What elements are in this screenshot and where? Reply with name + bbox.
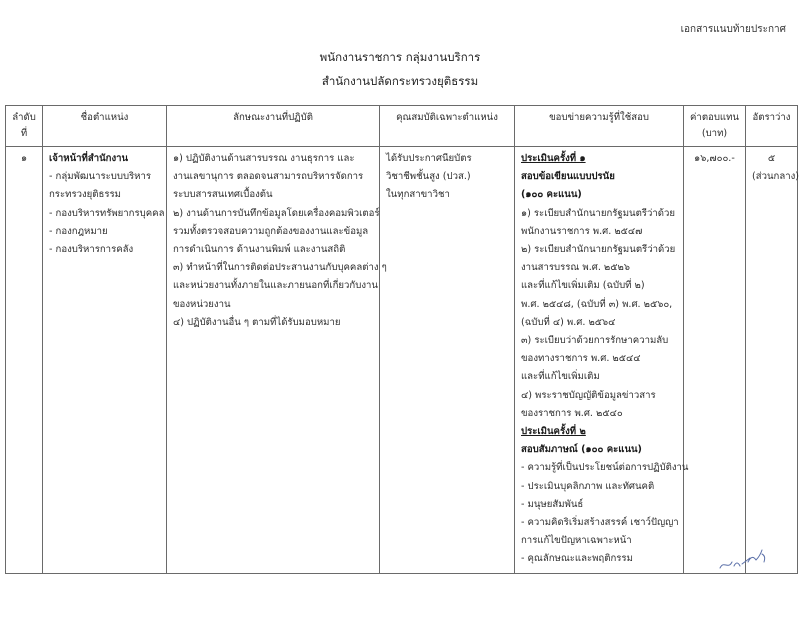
positions-table: [5, 105, 798, 574]
document-title: พนักงานราชการ กลุ่มงานบริการ: [319, 50, 481, 64]
annex-label: เอกสารแนบท้ายประกาศ: [680, 24, 786, 35]
duty-line: งานเลขานุการ ตลอดจนสามารถบริหารจัดการ: [173, 171, 364, 183]
position-unit: กระทรวงยุติธรรม: [49, 189, 121, 201]
round2-item: - ความคิดริเริ่มสร้างสรรค์ เชาว์ปัญญา: [521, 517, 679, 529]
position-unit: - กองบริหารการคลัง: [49, 244, 134, 256]
position-unit: - กองบริหารทรัพยากรบุคคล: [49, 207, 165, 219]
duty-line: ๔) ปฏิบัติงานอื่น ๆ ตามที่ได้รับมอบหมาย: [173, 316, 341, 328]
header-pay-line1: ค่าตอบแทน: [690, 112, 739, 123]
round1-item: และที่แก้ไขเพิ่มเติม (ฉบับที่ ๒): [521, 280, 645, 292]
duty-line: การดำเนินการ ด้านงานพิมพ์ และงานสถิติ: [173, 244, 346, 256]
round1-item: (ฉบับที่ ๔) พ.ศ. ๒๕๖๔: [521, 316, 616, 328]
header-duties: ลักษณะงานที่ปฏิบัติ: [167, 106, 380, 147]
header-no-line2: ที่: [20, 128, 28, 139]
header-pay: [684, 106, 746, 147]
cell-vacancies: [746, 147, 798, 574]
duty-line: ของหน่วยงาน: [173, 298, 231, 310]
round2-title: ประเมินครั้งที่ ๒: [521, 426, 586, 438]
round2-subtitle: สอบสัมภาษณ์ (๑๐๐ คะแนน): [521, 444, 642, 456]
cell-qualifications: [380, 147, 515, 574]
cell-position: [43, 147, 167, 574]
round1-item: งานสารบรรณ พ.ศ. ๒๕๒๖: [521, 262, 630, 274]
position-unit: - กองกฎหมาย: [49, 225, 108, 237]
cell-exam-scope: [515, 147, 689, 574]
round1-subtitle: สอบข้อเขียนแบบปรนัย: [521, 171, 615, 183]
header-no: [6, 106, 43, 147]
round1-item: ของราชการ พ.ศ. ๒๕๔๐: [521, 407, 623, 419]
round1-title: ประเมินครั้งที่ ๑: [521, 153, 586, 164]
round1-item: และที่แก้ไขเพิ่มเติม: [521, 371, 600, 383]
header-exam-scope: ขอบข่ายความรู้ที่ใช้สอบ: [515, 106, 684, 147]
round1-score: (๑๐๐ คะแนน): [521, 189, 582, 201]
header-no-line1: ลำดับ: [12, 112, 36, 123]
qualification-line: ได้รับประกาศนียบัตร: [386, 153, 472, 164]
duty-line: ๓) ทำหน้าที่ในการติดต่อประสานงานกับบุคคลต่าง ๆ: [173, 262, 387, 274]
round2-item: การแก้ไขปัญหาเฉพาะหน้า: [521, 535, 632, 547]
round1-item: ๔) พระราชบัญญัติข้อมูลข่าวสาร: [521, 389, 656, 401]
vacancies-count: ๕: [767, 153, 776, 164]
cell-no: ๑: [6, 147, 43, 574]
duty-line: และหน่วยงานทั้งภายในและภายนอกที่เกี่ยวกับงาน: [173, 280, 378, 292]
round1-item: พ.ศ. ๒๕๔๘, (ฉบับที่ ๓) พ.ศ. ๒๕๖๐,: [521, 298, 673, 310]
round2-item: - ประเมินบุคลิกภาพ และทัศนคติ: [521, 480, 655, 492]
qualification-line: วิชาชีพชั้นสูง (ปวส.): [386, 171, 471, 183]
header-qualifications: คุณสมบัติเฉพาะตำแหน่ง: [380, 106, 515, 147]
header-vacancies: อัตราว่าง: [746, 106, 798, 147]
header-pay-line2: (บาท): [701, 128, 728, 139]
duty-line: ระบบสารสนเทศเบื้องต้น: [173, 189, 273, 201]
round1-item: ๒) ระเบียบสำนักนายกรัฐมนตรีว่าด้วย: [521, 244, 676, 256]
duty-line: ๒) งานด้านการบันทึกข้อมูลโดยเครื่องคอมพิวเตอร์: [173, 207, 380, 219]
vacancies-note: (ส่วนกลาง): [752, 171, 800, 183]
round1-item: ๓) ระเบียบว่าด้วยการรักษาความลับ: [521, 335, 669, 347]
table-header-row: [6, 106, 798, 147]
cell-duties: [167, 147, 387, 574]
duty-line: ๑) ปฏิบัติงานด้านสารบรรณ งานธุรการ และ: [173, 153, 355, 164]
table-row: [6, 147, 798, 574]
position-unit: - กลุ่มพัฒนาระบบบริหาร: [49, 171, 152, 183]
round1-item: ๑) ระเบียบสำนักนายกรัฐมนตรีว่าด้วย: [521, 207, 675, 219]
round2-item: - มนุษยสัมพันธ์: [521, 498, 584, 510]
document-subtitle: สำนักงานปลัดกระทรวงยุติธรรม: [321, 74, 479, 88]
round2-item: - คุณลักษณะและพฤติกรรม: [521, 553, 633, 565]
duty-line: รวมทั้งตรวจสอบความถูกต้องของงานและข้อมูล: [173, 225, 369, 237]
position-title: เจ้าหน้าที่สำนักงาน: [49, 153, 129, 164]
qualification-line: ในทุกสาขาวิชา: [386, 189, 450, 201]
header-position: ชื่อตำแหน่ง: [43, 106, 167, 147]
handwritten-signature-icon: [716, 548, 776, 572]
cell-pay: ๑๖,๗๐๐.-: [684, 147, 746, 574]
round1-item: ของทางราชการ พ.ศ. ๒๕๔๔: [521, 353, 641, 365]
round2-item: - ความรู้ที่เป็นประโยชน์ต่อการปฏิบัติงาน: [521, 462, 689, 474]
round1-item: พนักงานราชการ พ.ศ. ๒๕๔๗: [521, 225, 643, 237]
